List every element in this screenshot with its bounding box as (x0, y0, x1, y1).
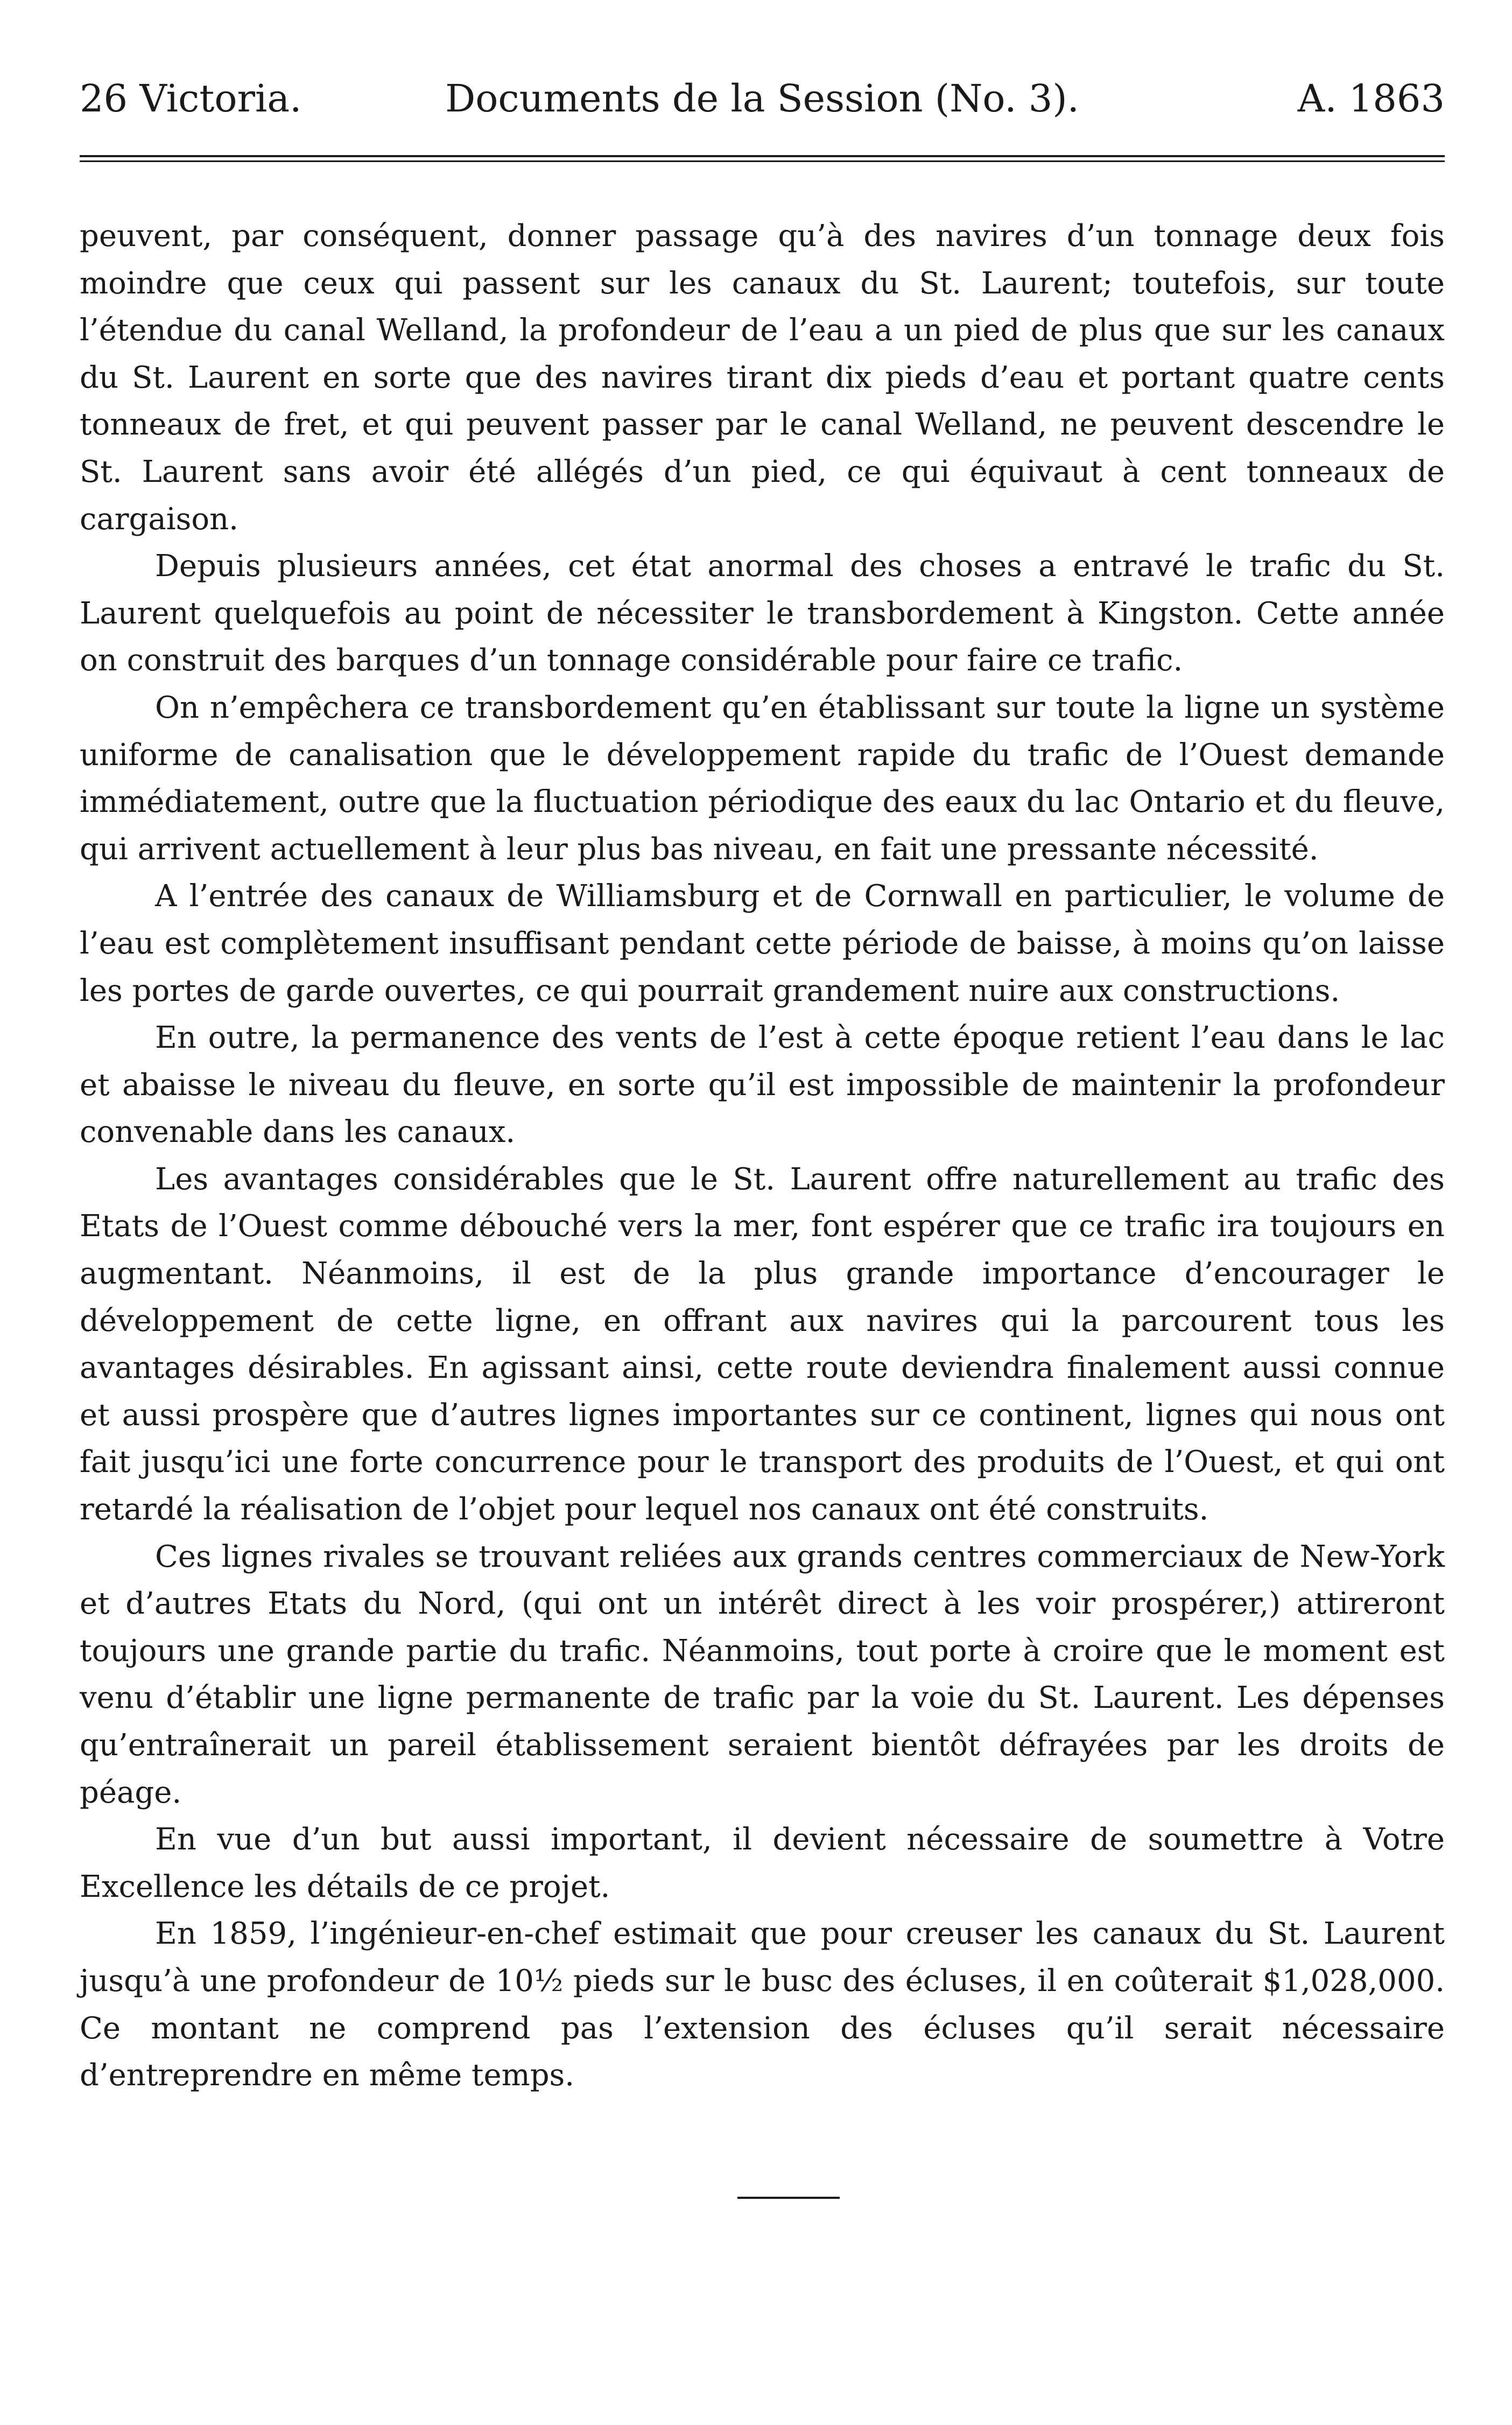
paragraph: peuvent, par conséquent, donner passage qu’à des navires d’un tonnage deux fois moindre que ceux qui passent sur les canaux du St. Laurent; toutefois, sur toute l’étendue du canal Welland, la profondeur de l’eau a un pied de plus que sur les canaux du St. Laurent en sorte que des navires tirant dix pieds d’eau et portant quatre cents tonneaux de fret, et qui peuvent passer par le canal Welland, ne peuvent descendre le St. Laurent sans avoir été allégés d’un pied, ce qui équivaut à cent tonneaux de cargaison. (80, 219, 1445, 537)
paragraph: Depuis plusieurs années, cet état anormal des choses a entravé le trafic du St. Laurent quelquefois au point de nécessiter le transbordement à Kingston. Cette année on construit des barques d’un tonnage considérable pour faire ce trafic. (80, 549, 1445, 678)
header-session-year: 26 Victoria. (80, 76, 302, 121)
header-rule-secondary (80, 160, 1445, 162)
section-end-rule (737, 2197, 840, 2199)
paragraph: On n’empêchera ce transbordement qu’en établissant sur toute la ligne un système uniforme de canalisation que le développement rapide du trafic de l’Ouest demande immédiatement, outre que la fluctuation périodique des eaux du lac Ontario et du fleuve, qui arrivent actuellement à leur plus bas niveau, en fait une pressante nécessité. (80, 690, 1445, 867)
paragraph: Ces lignes rivales se trouvant reliées aux grands centres commerciaux de New-York et d’autres Etats du Nord, (qui ont un intérêt direct à les voir prospérer,) attireront toujours une grande partie du trafic. Néanmoins, tout porte à croire que le moment est venu d’établir une ligne permanente de trafic par la voie du St. Laurent. Les dépenses qu’entraînerait un pareil établissement seraient bientôt défrayées par les droits de péage. (80, 1539, 1445, 1810)
header-document-title: Documents de la Session (No. 3). (445, 76, 1079, 121)
body-text (80, 213, 1445, 2099)
header-date: A. 1863 (1297, 76, 1445, 121)
paragraph: Les avantages considérables que le St. Laurent offre naturellement au trafic des Etats de l’Ouest comme débouché vers la mer, font espérer que ce trafic ira toujours en augmentant. Néanmoins, il est de la plus grande importance d’encourager le développement de cette ligne, en offrant aux navires qui la parcourent tous les avantages désirables. En agissant ainsi, cette route deviendra finalement aussi connue et aussi prospère que d’autres lignes importantes sur ce continent, lignes qui nous ont fait jusqu’ici une forte concurrence pour le transport des produits de l’Ouest, et qui ont retardé la réalisation de l’objet pour lequel nos canaux ont été construits. (80, 1161, 1445, 1527)
paragraph: En vue d’un but aussi important, il devient nécessaire de soumettre à Votre Excellence les détails de ce projet. (80, 1822, 1445, 1904)
paragraph: En 1859, l’ingénieur-en-chef estimait que pour creuser les canaux du St. Laurent jusqu’à une profondeur de 10½ pieds sur le busc des écluses, il en coûterait $1,028,000. Ce montant ne comprend pas l’extension des écluses qu’il serait nécessaire d’entreprendre en même temps. (80, 1916, 1445, 2093)
header-rule (80, 155, 1445, 157)
paragraph: A l’entrée des canaux de Williamsburg et de Cornwall en particulier, le volume de l’eau est complètement insuffisant pendant cette période de baisse, à moins qu’on laisse les portes de garde ouvertes, ce qui pourrait grandement nuire aux constructions. (80, 879, 1445, 1008)
paragraph: En outre, la permanence des vents de l’est à cette époque retient l’eau dans le lac et abaisse le niveau du fleuve, en sorte qu’il est impossible de maintenir la profondeur convenable dans les canaux. (80, 1020, 1445, 1150)
running-header (80, 69, 1445, 128)
